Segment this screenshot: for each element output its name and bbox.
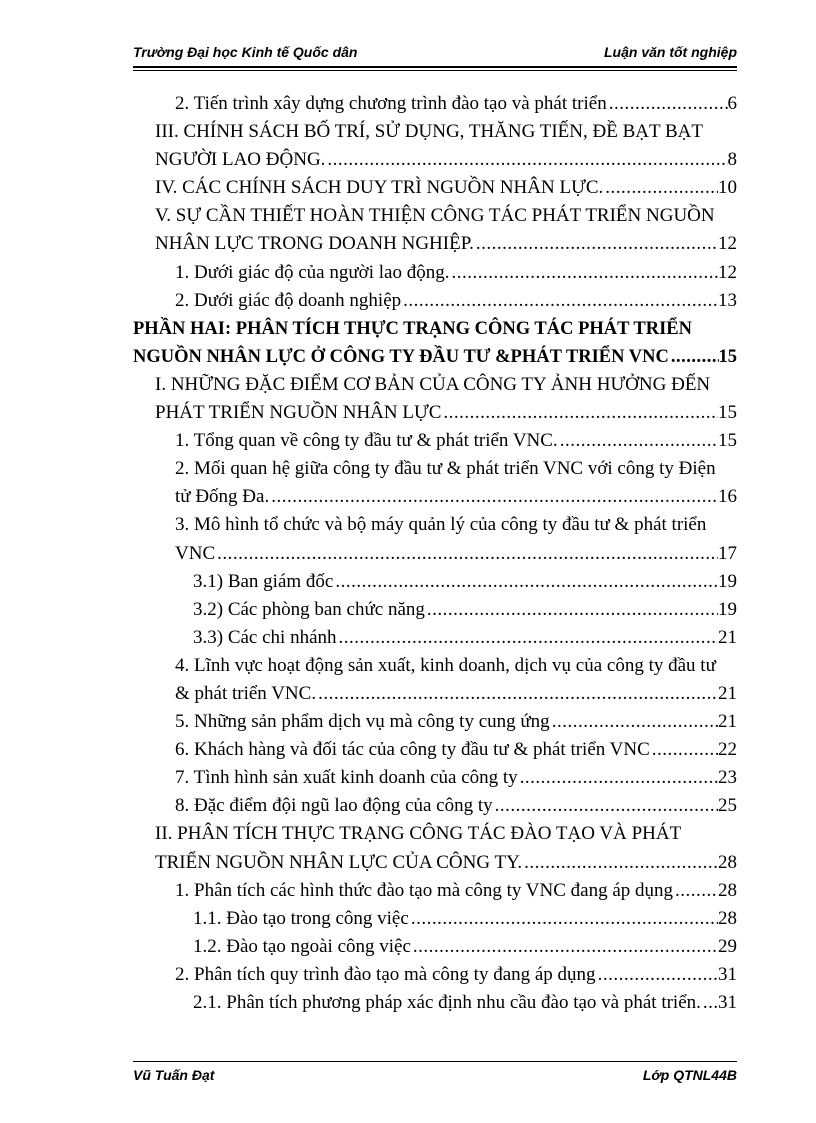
toc-page-number: 21 — [718, 711, 737, 733]
dot-leader — [316, 680, 718, 708]
dot-leader — [558, 427, 718, 455]
toc-page-number: 15 — [718, 430, 737, 452]
footer-divider — [133, 1061, 737, 1062]
toc-entry-text: NGƯỜI LAO ĐỘNG. — [155, 149, 326, 171]
toc-entry-line[interactable] — [133, 961, 737, 989]
toc-entry-text: 7. Tình hình sản xuất kinh doanh của công ty — [175, 767, 518, 789]
dot-leader — [401, 287, 718, 315]
toc-entry-text: 3.2) Các phòng ban chức năng — [193, 598, 425, 620]
dot-leader — [701, 989, 718, 1017]
toc-entry-text: TRIỂN NGUỒN NHÂN LỰC CỦA CÔNG TY. — [155, 851, 523, 873]
toc-entry-line[interactable] — [133, 764, 737, 792]
toc-entry-text: 1.2. Đào tạo ngoài công việc — [193, 935, 411, 957]
dot-leader — [596, 961, 718, 989]
header-divider — [133, 66, 737, 71]
toc-entry-line[interactable] — [133, 174, 737, 202]
toc-entry-line[interactable] — [133, 511, 737, 539]
toc-entry-line[interactable] — [133, 905, 737, 933]
toc-page-number: 15 — [718, 402, 737, 424]
toc-entry-line[interactable] — [133, 736, 737, 764]
toc-entry-line[interactable] — [133, 315, 737, 343]
toc-page-number: 8 — [727, 149, 737, 171]
toc-entry-line[interactable] — [133, 652, 737, 680]
toc-entry-line[interactable] — [133, 540, 737, 568]
toc-entry-line[interactable] — [133, 118, 737, 146]
toc-page-number: 12 — [718, 261, 737, 283]
toc-page-number: 21 — [718, 682, 737, 704]
toc-page-number: 21 — [718, 626, 737, 648]
dot-leader — [474, 230, 718, 258]
footer-class: Lớp QTNL44B — [642, 1067, 737, 1083]
toc-entry-text: IV. CÁC CHÍNH SÁCH DUY TRÌ NGUỒN NHÂN LỰC. — [155, 177, 604, 199]
toc-entry-line[interactable] — [133, 483, 737, 511]
toc-entry-line[interactable] — [133, 877, 737, 905]
toc-entry-line[interactable] — [133, 933, 737, 961]
toc-entry-text: NHÂN LỰC TRONG DOANH NGHIỆP. — [155, 233, 474, 255]
toc-entry-text: V. SỰ CẦN THIẾT HOÀN THIỆN CÔNG TÁC PHÁT TRIỂN NGUỒN — [155, 205, 715, 227]
toc-page-number: 25 — [718, 795, 737, 817]
dot-leader — [522, 849, 718, 877]
toc-entry-text: 2.1. Phân tích phương pháp xác định nhu cầu đào tạo và phát triển. — [193, 992, 701, 1013]
toc-entry-line[interactable] — [133, 427, 737, 455]
toc-entry-text: tử Đống Đa. — [175, 486, 270, 508]
dot-leader — [493, 792, 718, 820]
footer-author: Vũ Tuấn Đạt — [133, 1067, 215, 1083]
toc-entry-line[interactable] — [133, 820, 737, 848]
toc-entry-text: PHẦN HAI: PHÂN TÍCH THỰC TRẠNG CÔNG TÁC PHÁT TRIỂN — [133, 318, 693, 339]
toc-page-number: 28 — [718, 851, 737, 873]
toc-entry-line[interactable] — [133, 568, 737, 596]
page-header — [133, 44, 737, 60]
toc-page-number: 23 — [718, 767, 737, 789]
dot-leader — [269, 483, 718, 511]
toc-entry-line[interactable] — [133, 455, 737, 483]
toc-entry-text: 1. Tổng quan về công ty đầu tư & phát triển VNC. — [175, 430, 558, 452]
toc-entry-text: & phát triển VNC. — [175, 682, 317, 704]
toc-page-number: 29 — [718, 935, 737, 957]
toc-entry-line[interactable] — [133, 989, 737, 1017]
dot-leader — [673, 877, 718, 905]
toc-page-number: 22 — [718, 739, 737, 761]
toc-entry-text: 2. Mối quan hệ giữa công ty đầu tư & phát triển VNC với công ty Điện — [175, 458, 716, 480]
dot-leader — [337, 624, 718, 652]
toc-entry-text: 3.1) Ban giám đốc — [193, 570, 334, 592]
toc-entry-text: 2. Tiến trình xây dựng chương trình đào tạo và phát triển — [175, 93, 607, 114]
dot-leader — [425, 596, 718, 624]
toc-entry-line[interactable] — [133, 792, 737, 820]
toc-page-number: 19 — [718, 598, 737, 620]
dot-leader — [449, 259, 718, 287]
toc-entry-text: 2. Dưới giác độ doanh nghiệp — [175, 289, 402, 311]
toc-entry-text: PHÁT TRIỂN NGUỒN NHÂN LỰC — [155, 402, 442, 424]
toc-entry-text: III. CHÍNH SÁCH BỐ TRÍ, SỬ DỤNG, THĂNG TIẾN, ĐỀ BẠT BẠT — [155, 121, 703, 143]
toc-entry-line[interactable] — [133, 259, 737, 287]
dot-leader — [669, 343, 719, 371]
toc-entry-text: NGUỒN NHÂN LỰC Ở CÔNG TY ĐẦU TƯ &PHÁT TRIỂN VNC — [133, 346, 669, 367]
toc-entry-text: 8. Đặc điểm đội ngũ lao động của công ty — [175, 795, 493, 817]
dot-leader — [603, 174, 718, 202]
toc-entry-text: 6. Khách hàng và đối tác của công ty đầu tư & phát triển VNC — [175, 739, 650, 761]
toc-entry-line[interactable] — [133, 287, 737, 315]
toc-page-number: 19 — [718, 570, 737, 592]
dot-leader — [518, 764, 718, 792]
toc-page-number: 10 — [718, 177, 737, 199]
page-footer — [133, 1067, 737, 1083]
toc-entry-text: 1. Dưới giác độ của người lao động. — [175, 261, 450, 283]
toc-page-number: 31 — [718, 963, 737, 985]
header-doc-type: Luận văn tốt nghiệp — [604, 44, 737, 60]
toc-page-number: 16 — [718, 486, 737, 508]
toc-entry-line[interactable] — [133, 596, 737, 624]
toc-page-number: 28 — [718, 879, 737, 901]
toc-entry-text: 4. Lĩnh vực hoạt động sản xuất, kinh doanh, dịch vụ của công ty đầu tư — [175, 654, 716, 676]
toc-page-number: 17 — [718, 542, 737, 564]
toc-entry-line[interactable] — [133, 849, 737, 877]
toc-entry-text: 5. Những sản phẩm dịch vụ mà công ty cung ứng — [175, 711, 550, 733]
toc-entry-line[interactable] — [133, 90, 737, 118]
toc-entry-line[interactable] — [133, 146, 737, 174]
dot-leader — [650, 736, 718, 764]
toc-entry-text: 3.3) Các chi nhánh — [193, 626, 337, 648]
header-university: Trường Đại học Kinh tế Quốc dân — [133, 44, 358, 60]
dot-leader — [411, 933, 718, 961]
toc-page-number: 31 — [718, 992, 737, 1013]
toc-entry-line[interactable] — [133, 708, 737, 736]
table-of-contents — [133, 90, 737, 1017]
toc-entry-text: 1. Phân tích các hình thức đào tạo mà công ty VNC đang áp dụng — [175, 879, 674, 901]
toc-page-number: 13 — [718, 289, 737, 311]
toc-entry-text: II. PHÂN TÍCH THỰC TRẠNG CÔNG TÁC ĐÀO TẠO VÀ PHÁT — [155, 823, 682, 845]
toc-entry-text: VNC — [175, 542, 216, 564]
dot-leader — [550, 708, 718, 736]
toc-entry-text: I. NHỮNG ĐẶC ĐIỂM CƠ BẢN CỦA CÔNG TY ẢNH HƯỞNG ĐẾN — [155, 373, 711, 395]
toc-page-number: 12 — [718, 233, 737, 255]
dot-leader — [409, 905, 718, 933]
toc-entry-text: 3. Mô hình tổ chức và bộ máy quản lý của công ty đầu tư & phát triển — [175, 514, 707, 536]
toc-page-number: 6 — [727, 93, 737, 114]
toc-entry-line[interactable] — [133, 202, 737, 230]
toc-entry-line[interactable] — [133, 230, 737, 258]
toc-entry-text: 1.1. Đào tạo trong công việc — [193, 907, 409, 929]
toc-entry-line[interactable] — [133, 343, 737, 371]
dot-leader — [441, 399, 718, 427]
toc-entry-line[interactable] — [133, 371, 737, 399]
toc-entry-line[interactable] — [133, 399, 737, 427]
toc-entry-line[interactable] — [133, 680, 737, 708]
dot-leader — [607, 90, 728, 118]
dot-leader — [325, 146, 727, 174]
toc-entry-text: 2. Phân tích quy trình đào tạo mà công ty đang áp dụng — [175, 963, 596, 985]
toc-page-number: 28 — [718, 907, 737, 929]
toc-entry-line[interactable] — [133, 624, 737, 652]
toc-page-number: 15 — [718, 346, 737, 367]
dot-leader — [333, 568, 718, 596]
dot-leader — [215, 540, 718, 568]
